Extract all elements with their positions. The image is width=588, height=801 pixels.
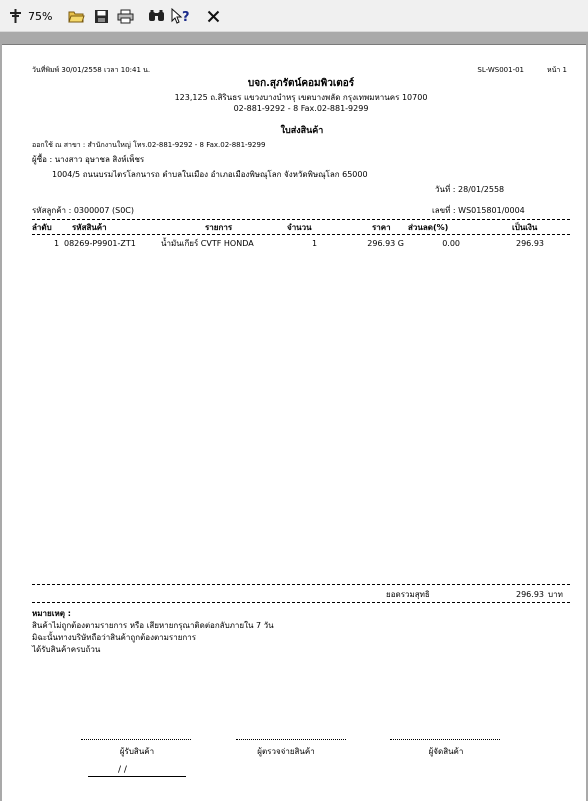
column-price: ราคา	[372, 223, 391, 232]
help-icon	[171, 8, 191, 24]
column-no: ลำดับ	[32, 223, 52, 232]
remarks-title: หมายเหตุ :	[32, 609, 71, 618]
save-icon	[94, 9, 109, 24]
svg-text:?: ?	[182, 10, 190, 24]
remark-line: มิฉะนั้นทางบริษัทถือว่าสินค้าถูกต้องตามรายการ	[32, 633, 197, 642]
open-button[interactable]	[67, 7, 85, 25]
preview-toolbar	[0, 0, 588, 32]
row-item: น้ำมันเกียร์ CVTF HONDA	[161, 239, 254, 248]
remark-line: ได้รับสินค้าครบถ้วน	[32, 645, 101, 654]
row-qty: 1	[312, 239, 318, 248]
row-amount: 296.93	[516, 239, 544, 248]
company-name: บจก.สุภรัตน์คอมพิวเตอร์	[247, 78, 355, 89]
document-title: ใบส่งสินค้า	[280, 126, 324, 136]
column-item: รายการ	[205, 223, 233, 232]
preview-area[interactable]	[0, 32, 588, 801]
find-icon	[148, 9, 165, 23]
save-button[interactable]	[93, 7, 109, 25]
issued-at: ออกใช้ ณ สาขา : สำนักงานใหญ่ โทร.02-881-9292 - 8 Fax.02-881-9299	[32, 141, 266, 149]
column-discount: ส่วนลด(%)	[408, 223, 449, 232]
remark-line: สินค้าไม่ถูกต้องตามรายการ หรือ เสียหายกรุณาติดต่อกลับภายใน 7 วัน	[32, 621, 274, 630]
zoom-label: 75%	[28, 9, 53, 23]
document-number: เลขที่ : WS015801/0004	[432, 206, 525, 215]
header-divider-bottom	[32, 234, 570, 235]
total-unit: บาท	[548, 590, 563, 599]
customer-code: รหัสลูกค้า : 0300007 (S0C)	[32, 206, 134, 215]
open-folder-icon	[68, 9, 85, 24]
close-icon	[207, 10, 220, 23]
report-page	[2, 44, 586, 801]
date-underline	[88, 776, 186, 777]
row-discount: 0.00	[442, 239, 460, 248]
column-amount: เป็นเงิน	[512, 223, 538, 232]
page-number: หน้า 1	[546, 66, 567, 74]
zoom-icon	[8, 8, 24, 24]
find-button[interactable]	[147, 7, 165, 25]
print-icon	[117, 9, 134, 24]
receiver-label: ผู้รับสินค้า	[119, 747, 155, 756]
checker-label: ผู้ตรวจจ่ายสินค้า	[257, 747, 315, 756]
close-button[interactable]	[205, 7, 221, 25]
document-date: วันที่ : 28/01/2558	[435, 185, 505, 194]
row-no: 1	[54, 239, 60, 248]
total-divider-top	[32, 584, 570, 585]
total-label: ยอดรวมสุทธิ	[386, 590, 430, 599]
receiver-signature-line	[81, 739, 191, 740]
row-price: 296.93 G	[367, 239, 404, 248]
checker-signature-line	[236, 739, 346, 740]
company-address: 123,125 ถ.สิรินธร แขวงบางบำหรุ เขตบางพลัด กรุงเทพมหานคร 10700	[174, 93, 428, 102]
print-button[interactable]	[116, 7, 134, 25]
column-qty: จำนวน	[287, 223, 312, 232]
issuer-label: ผู้จัดสินค้า	[428, 747, 464, 756]
row-code: 08269-P9901-ZT1	[64, 239, 136, 248]
buyer-name: ผู้ซื้อ : นางสาว อุษาชล สิงห์เพ็ชร	[32, 155, 145, 164]
date-separators: / /	[118, 765, 127, 775]
issuer-signature-line	[390, 739, 500, 740]
print-date: วันที่พิมพ์ 30/01/2558 เวลา 10:41 น.	[32, 66, 151, 74]
header-divider-top	[32, 219, 570, 220]
column-code: รหัสสินค้า	[72, 223, 107, 232]
total-value: 296.93	[516, 590, 544, 599]
total-divider-bottom	[32, 602, 570, 603]
zoom-button[interactable]	[8, 7, 53, 25]
company-phone: 02-881-9292 - 8 Fax.02-881-9299	[233, 104, 369, 113]
report-code: SL-WS001-01	[477, 66, 524, 74]
help-button[interactable]	[171, 7, 191, 25]
buyer-address: 1004/5 ถนนบรมไตรโลกนารถ ตำบลในเมือง อำเภอเมืองพิษณุโลก จังหวัดพิษณุโลก 65000	[52, 170, 368, 179]
